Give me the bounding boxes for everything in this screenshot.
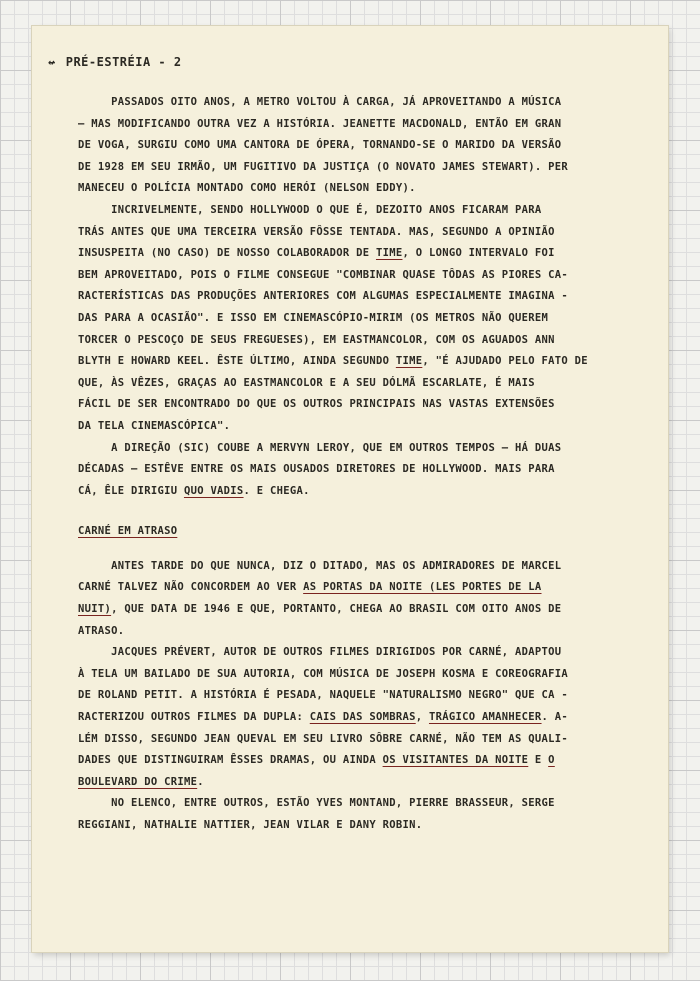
- film-title: AS PORTAS DA NOITE (LES PORTES DE LA: [303, 581, 542, 594]
- text-line: NO ELENCO, ENTRE OUTROS, ESTÃO YVES MONTAND, PIERRE BRASSEUR, SERGE: [78, 797, 555, 810]
- text-line: ATRASO.: [78, 624, 125, 637]
- page-header: [48, 55, 182, 69]
- text-span: ,: [415, 711, 429, 724]
- text-line: REGGIANI, NATHALIE NATTIER, JEAN VILAR E DANY ROBIN.: [78, 819, 423, 831]
- text-line: [78, 243, 644, 265]
- text-line: DA TELA CINEMASCÓPICA".: [78, 419, 231, 432]
- text-line: DAS PARA A OCASIÃO". E ISSO EM CINEMASCÓPIO-MIRIM (OS METROS NÃO QUEREM: [78, 311, 549, 324]
- text-line: MANECEU O POLÍCIA MONTADO COMO HERÓI (NELSON EDDY).: [78, 182, 416, 195]
- film-title: OS VISITANTES DA NOITE: [382, 754, 529, 767]
- text-line: [78, 599, 644, 621]
- left-arrow-icon: ↚: [48, 55, 56, 69]
- film-title: QUO VADIS: [183, 484, 244, 497]
- text-line: TORCER O PESCOÇO DE SEUS FREGUESES), EM EASTMANCOLOR, COM OS AGUADOS ANN: [78, 333, 555, 346]
- film-title: BOULEVARD DO CRIME: [78, 775, 198, 788]
- text-line: QUE, ÀS VÊZES, GRAÇAS AO EASTMANCOLOR E A SEU DÓLMÃ ESCARLATE, É MAIS: [78, 376, 535, 389]
- text-span: , QUE DATA DE 1946 E QUE, PORTANTO, CHEGA AO BRASIL COM OITO ANOS DE: [111, 603, 562, 616]
- film-title: O: [548, 754, 555, 767]
- text-span: CARNÉ TALVEZ NÃO CONCORDEM AO VER: [78, 581, 304, 594]
- film-title: CAIS DAS SOMBRAS: [309, 711, 416, 724]
- film-title: TRÁGICO AMANHECER: [428, 711, 542, 724]
- text-line: DE ROLAND PETIT. A HISTÓRIA É PESADA, NAQUELE "NATURALISMO NEGRO" QUE CA -: [78, 689, 568, 702]
- text-span: E: [528, 754, 549, 767]
- text-line: DE VOGA, SURGIU COMO UMA CANTORA DE ÓPERA, TORNANDO-SE O MARIDO DA VERSÃO: [78, 139, 562, 152]
- text-line: [78, 772, 644, 794]
- text-span: INSUSPEITA (NO CASO) DE NOSSO COLABORADOR DE: [78, 247, 376, 260]
- text-line: LÉM DISSO, SEGUNDO JEAN QUEVAL EM SEU LIVRO SÔBRE CARNÉ, NÃO TEM AS QUALI-: [78, 732, 568, 745]
- section-title-text: CARNÉ EM ATRASO: [78, 525, 178, 538]
- text-span: , O LONGO INTERVALO FOI: [402, 247, 555, 260]
- text-line: — MAS MODIFICANDO OUTRA VEZ A HISTÓRIA. JEANETTE MACDONALD, ENTÃO EM GRAN: [78, 117, 562, 130]
- text-span: . A-: [541, 711, 569, 724]
- text-line: [78, 577, 644, 599]
- section-title: [78, 521, 644, 543]
- text-span: CÁ, ÊLE DIRIGIU: [78, 484, 184, 497]
- page-title: PRÉ-ESTRÉIA - 2: [65, 55, 182, 69]
- text-line: DÉCADAS — ESTÊVE ENTRE OS MAIS OUSADOS DIRETORES DE HOLLYWOOD. MAIS PARA: [78, 463, 555, 476]
- text-line: DE 1928 EM SEU IRMÃO, UM FUGITIVO DA JUSTIÇA (O NOVATO JAMES STEWART). PER: [78, 160, 568, 173]
- text-span: .: [197, 775, 204, 788]
- text-line: [78, 707, 644, 729]
- document-body: [78, 92, 644, 837]
- text-line: PASSADOS OITO ANOS, A METRO VOLTOU À CARGA, JÁ APROVEITANDO A MÚSICA: [78, 96, 562, 108]
- text-line: [78, 351, 644, 373]
- time-magazine-title: TIME: [395, 355, 423, 368]
- text-span: RACTERIZOU OUTROS FILMES DA DUPLA:: [78, 711, 310, 724]
- text-span: , "É AJUDADO PELO FATO DE: [422, 355, 588, 368]
- text-line: FÁCIL DE SER ENCONTRADO DO QUE OS OUTROS PRINCIPAIS NAS VASTAS EXTENSÕES: [78, 398, 555, 411]
- text-line: [78, 750, 644, 772]
- text-span: . E CHEGA.: [243, 484, 310, 497]
- time-magazine-title: TIME: [375, 247, 403, 260]
- text-line: RACTERÍSTICAS DAS PRODUÇÕES ANTERIORES COM ALGUMAS ESPECIALMENTE IMAGINA -: [78, 290, 568, 303]
- document-page: [32, 26, 668, 952]
- text-line: BEM APROVEITADO, POIS O FILME CONSEGUE "COMBINAR QUASE TÔDAS AS PIORES CA-: [78, 268, 568, 281]
- text-line: INCRIVELMENTE, SENDO HOLLYWOOD O QUE É, DEZOITO ANOS FICARAM PARA: [78, 203, 542, 216]
- text-line: A DIREÇÃO (SIC) COUBE A MERVYN LEROY, QUE EM OUTROS TEMPOS — HÁ DUAS: [78, 441, 562, 454]
- text-line: [78, 481, 644, 503]
- text-span: BLYTH E HOWARD KEEL. ÊSTE ÚLTIMO, AINDA SEGUNDO: [78, 355, 396, 368]
- text-line: À TELA UM BAILADO DE SUA AUTORIA, COM MÚSICA DE JOSEPH KOSMA E COREOGRAFIA: [78, 667, 568, 680]
- text-line: ANTES TARDE DO QUE NUNCA, DIZ O DITADO, MAS OS ADMIRADORES DE MARCEL: [78, 559, 562, 572]
- text-line: JACQUES PRÉVERT, AUTOR DE OUTROS FILMES DIRIGIDOS POR CARNÉ, ADAPTOU: [78, 646, 562, 659]
- text-line: TRÁS ANTES QUE UMA TERCEIRA VERSÃO FÔSSE TENTADA. MAS, SEGUNDO A OPINIÃO: [78, 225, 555, 238]
- text-span: DADES QUE DISTINGUIRAM ÊSSES DRAMAS, OU AINDA: [78, 754, 383, 767]
- film-title: NUIT): [78, 603, 112, 616]
